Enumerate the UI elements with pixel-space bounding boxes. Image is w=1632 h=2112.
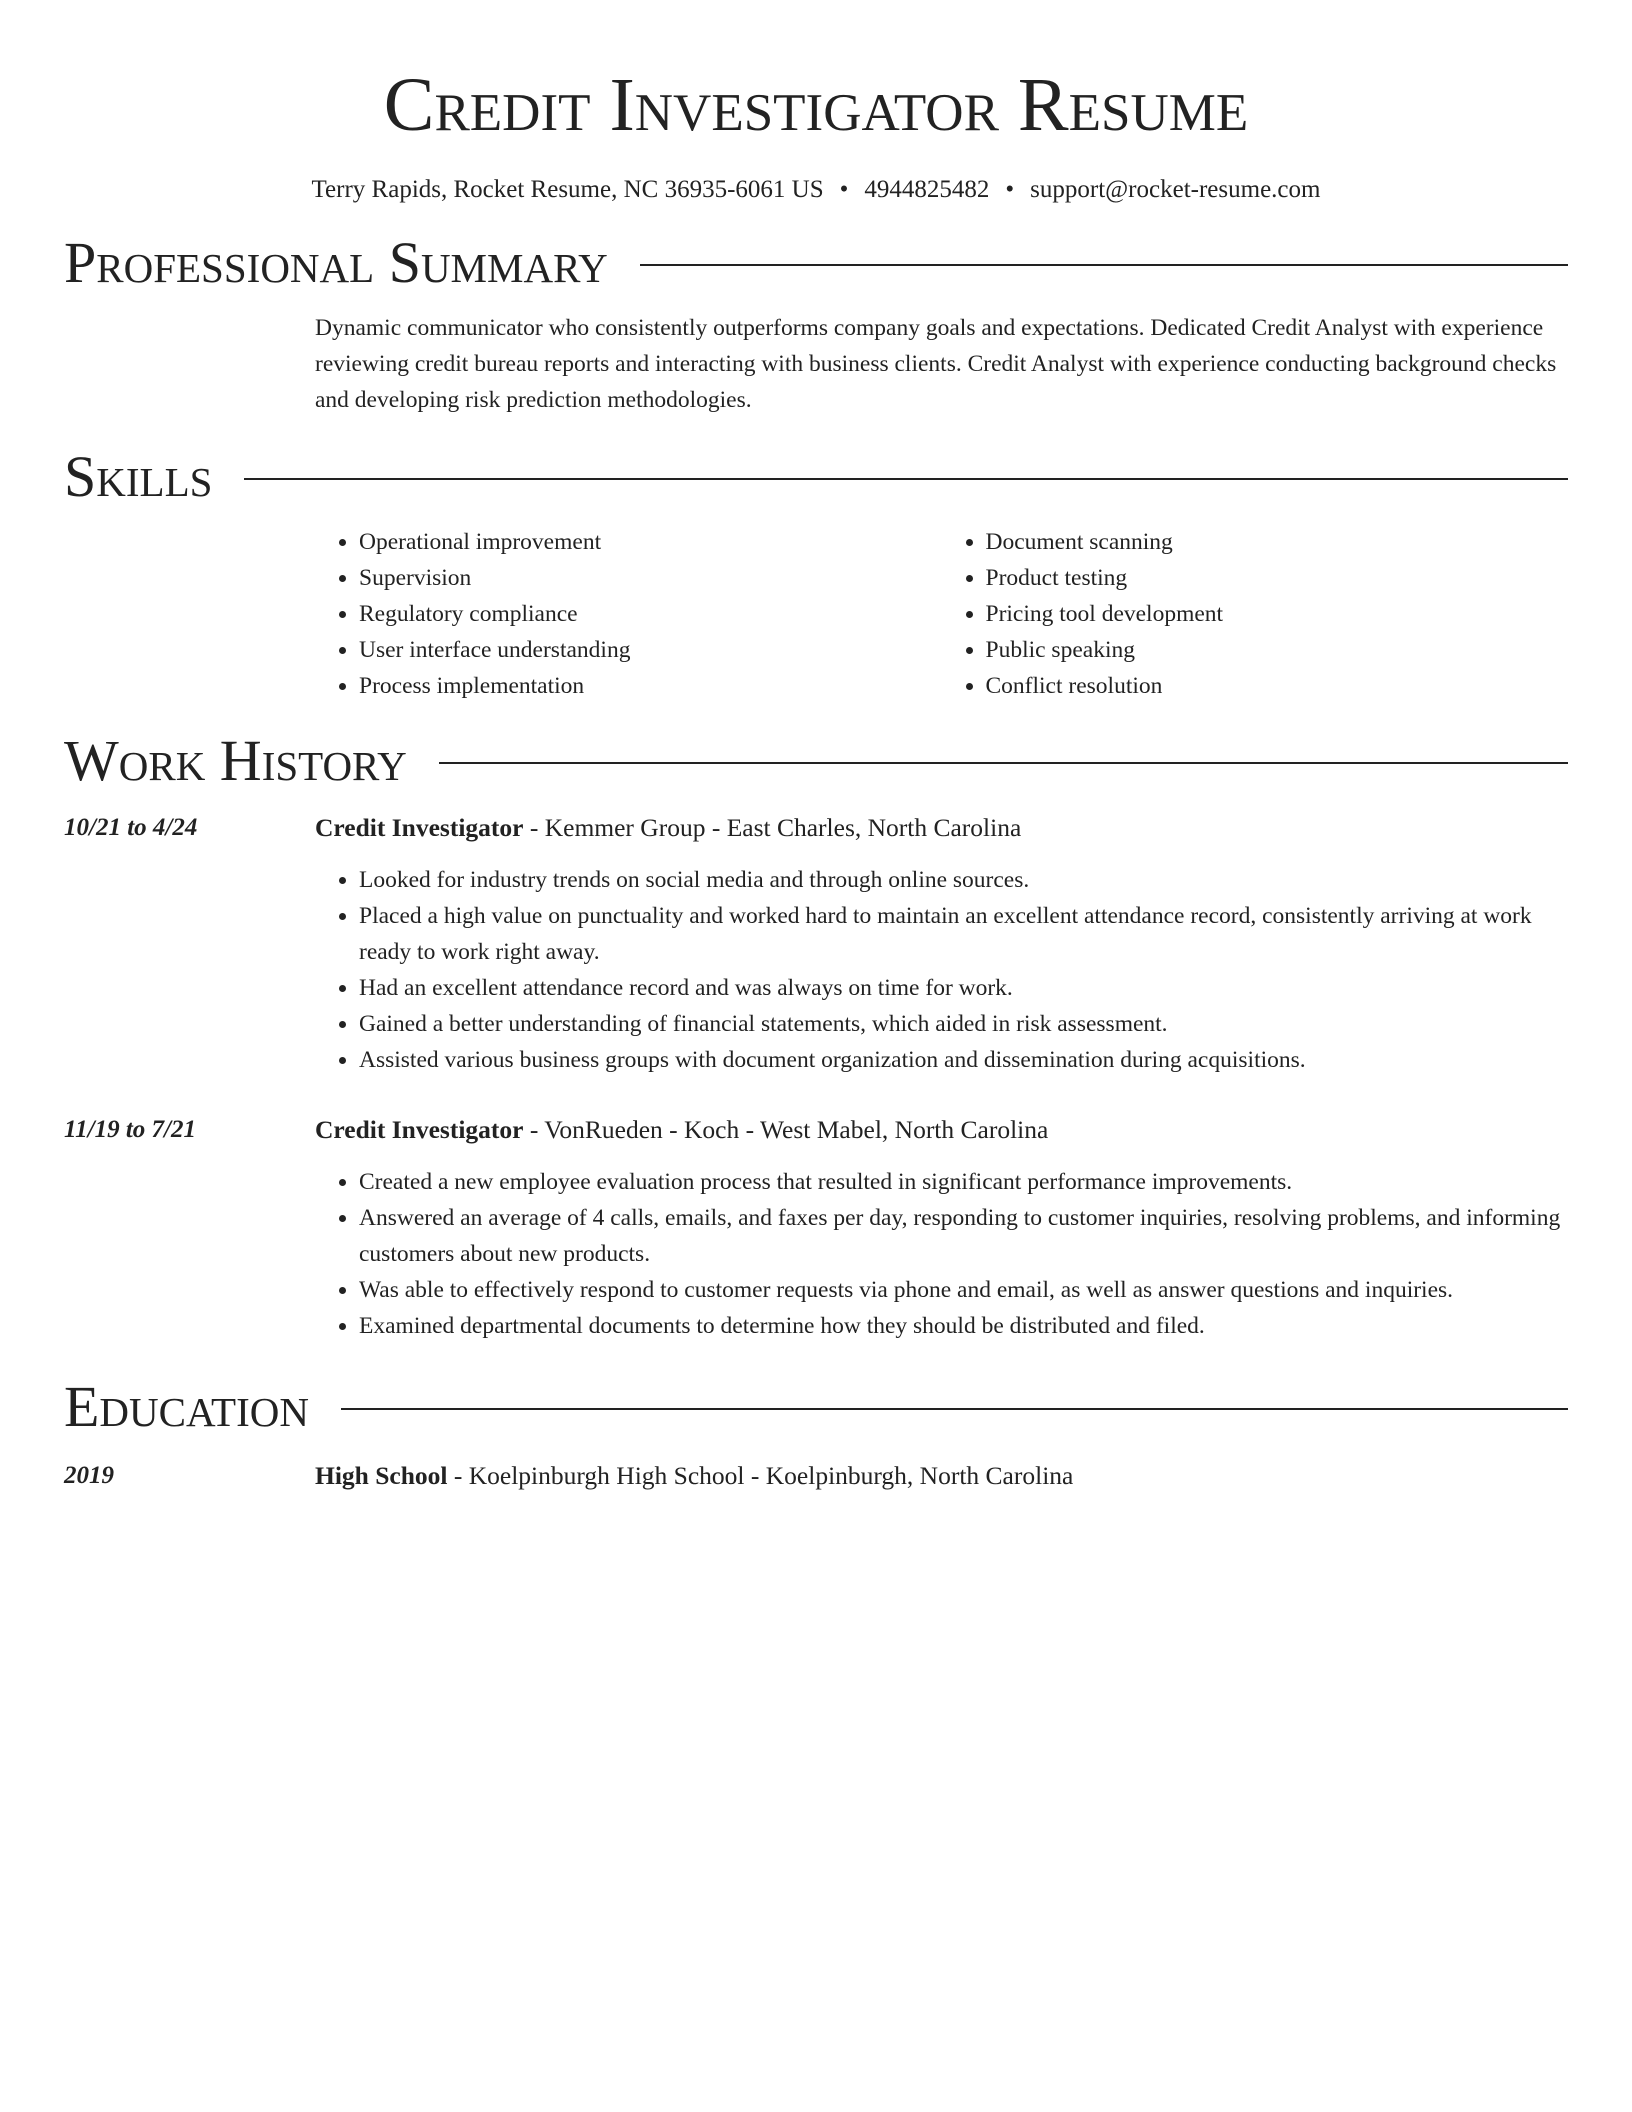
job-title: Credit Investigator [315, 1115, 524, 1144]
job-title-line [315, 1112, 1568, 1148]
job-bullet: • Created a new employee evaluation process that resulted in significant performance improvements. [359, 1164, 1568, 1200]
work-section-header [64, 728, 1568, 794]
skill-item: • Supervision [359, 560, 942, 596]
contact-separator: • [839, 176, 849, 203]
education-degree: High School [315, 1461, 448, 1490]
job-body [315, 1112, 1568, 1344]
skill-item: • Conflict resolution [986, 668, 1569, 704]
summary-heading: Professional Summary [64, 230, 608, 295]
education-line [315, 1458, 1568, 1494]
job-body [315, 810, 1568, 1078]
job-title: Credit Investigator [315, 813, 524, 842]
job-bullets [315, 1164, 1568, 1344]
job-date: 11/19 to 7/21 [64, 1116, 196, 1143]
section-divider [244, 478, 1568, 480]
section-divider [439, 762, 1568, 764]
skills-heading: Skills [64, 444, 213, 509]
education-date: 2019 [64, 1462, 114, 1489]
contact-phone: 4944825482 [864, 176, 990, 203]
skill-item: • Regulatory compliance [359, 596, 942, 632]
job-entry [64, 810, 1568, 1078]
education-entry [64, 1458, 1568, 1494]
job-bullet: • Examined departmental documents to determine how they should be distributed and filed. [359, 1308, 1568, 1344]
education-section-header [64, 1374, 1568, 1440]
section-divider [341, 1408, 1568, 1410]
job-bullet: • Was able to effectively respond to customer requests via phone and email, as well as answer questions and inquiries. [359, 1272, 1568, 1308]
job-bullet: • Placed a high value on punctuality and worked hard to maintain an excellent attendance record, consistently arriving at work ready to work right away. [359, 898, 1568, 970]
education-details: - Koelpinburgh High School - Koelpinburgh, North Carolina [447, 1461, 1074, 1490]
summary-section-header [64, 230, 1568, 296]
contact-email: support@rocket-resume.com [1030, 176, 1321, 203]
section-divider [640, 264, 1568, 266]
job-bullet: • Looked for industry trends on social media and through online sources. [359, 862, 1568, 898]
job-entry [64, 1112, 1568, 1344]
skill-item: • User interface understanding [359, 632, 942, 668]
job-bullet: • Answered an average of 4 calls, emails, and faxes per day, responding to customer inquiries, resolving problems, and informing customers about new products. [359, 1200, 1568, 1272]
job-bullet: • Had an excellent attendance record and was always on time for work. [359, 970, 1568, 1006]
skill-item: • Operational improvement [359, 524, 942, 560]
job-bullet: • Assisted various business groups with document organization and dissemination during acquisitions. [359, 1042, 1568, 1078]
education-body [315, 1458, 1568, 1494]
job-bullets [315, 862, 1568, 1078]
job-details: - Kemmer Group - East Charles, North Carolina [523, 813, 1022, 842]
work-heading: Work History [64, 728, 407, 793]
job-bullet: • Gained a better understanding of financial statements, which aided in risk assessment. [359, 1006, 1568, 1042]
summary-text: Dynamic communicator who consistently outperforms company goals and expectations. Dedicated Credit Analyst with experience reviewing credit bureau reports and interacting with business clients. Credit Analyst with experience conducting background checks and developing risk prediction methodologies. [315, 315, 1557, 413]
skills-section-header [64, 444, 1568, 510]
skill-item: • Document scanning [986, 524, 1569, 560]
skill-item: • Public speaking [986, 632, 1569, 668]
job-date: 10/21 to 4/24 [64, 814, 198, 841]
education-heading: Education [64, 1374, 309, 1439]
skills-list-right [942, 524, 1569, 704]
skill-item: • Product testing [986, 560, 1569, 596]
skills-list-left [315, 524, 942, 704]
skill-item: • Process implementation [359, 668, 942, 704]
contact-line [64, 174, 1568, 206]
skills-grid [315, 524, 1568, 704]
job-details: - VonRueden - Koch - West Mabel, North Carolina [523, 1115, 1049, 1144]
skill-item: • Pricing tool development [986, 596, 1569, 632]
contact-separator: • [1005, 176, 1015, 203]
job-title-line [315, 810, 1568, 846]
page-title: Credit Investigator Resume [383, 63, 1249, 147]
contact-address: Terry Rapids, Rocket Resume, NC 36935-6061 US [311, 176, 824, 203]
